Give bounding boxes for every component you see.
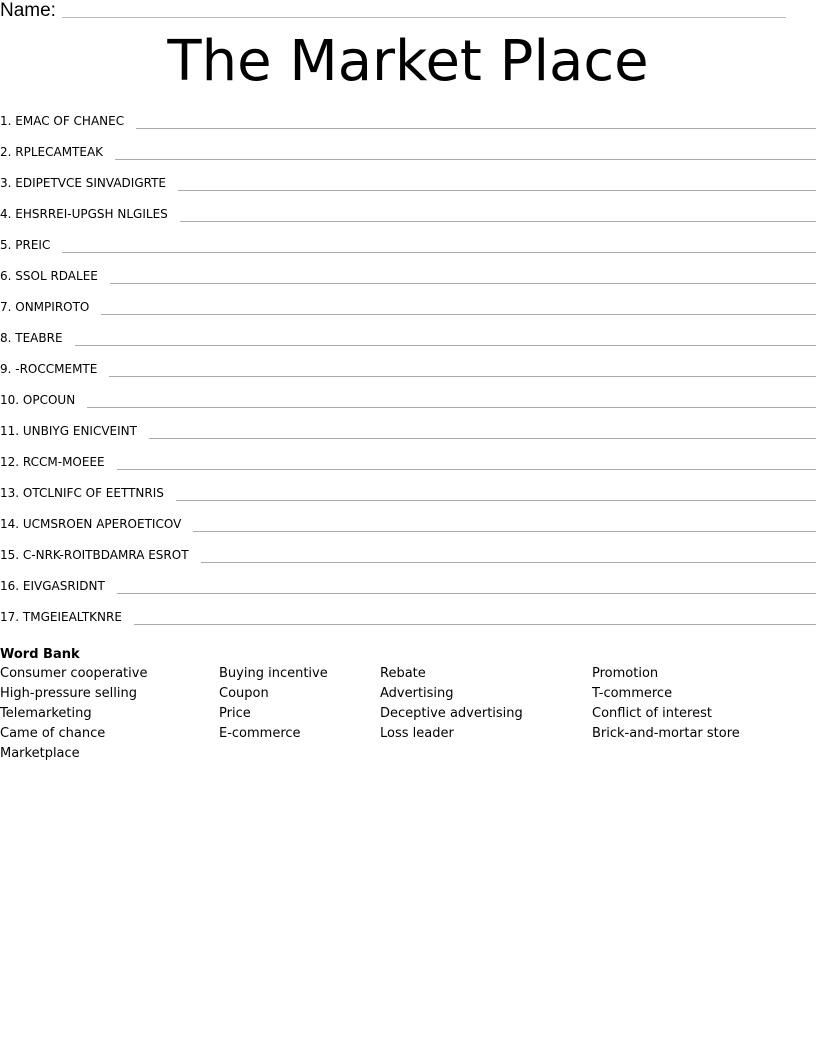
word-bank [0, 646, 816, 764]
scrambled-word: 7. ONMPIROTO [0, 300, 90, 314]
list-item [0, 516, 816, 547]
word-bank-entry: Advertising [380, 686, 454, 701]
word-bank-entry: Price [219, 706, 251, 721]
answer-line[interactable] [87, 407, 816, 408]
word-bank-entry: Promotion [592, 666, 659, 681]
word-bank-entry: Buying incentive [219, 666, 328, 681]
list-item [0, 578, 816, 609]
answer-line[interactable] [110, 283, 816, 284]
list-item [0, 237, 816, 268]
scrambled-word: 2. RPLECAMTEAK [0, 145, 104, 159]
word-bank-entry: Rebate [380, 666, 426, 681]
word-bank-entry: Came of chance [0, 726, 106, 741]
answer-line[interactable] [117, 593, 816, 594]
scrambled-word: 8. TEABRE [0, 331, 63, 345]
word-bank-entry: Telemarketing [0, 706, 92, 721]
scrambled-word: 12. RCCM-MOEEE [0, 455, 105, 469]
answer-line[interactable] [109, 376, 816, 377]
word-bank-title: Word Bank [0, 647, 80, 662]
page-title: The Market Place [167, 29, 649, 94]
answer-line[interactable] [115, 159, 816, 160]
list-item [0, 454, 816, 485]
scrambled-word: 15. C-NRK-ROITBDAMRA ESROT [0, 548, 189, 562]
word-bank-entry: Coupon [219, 686, 269, 701]
answer-line[interactable] [101, 314, 816, 315]
answer-line[interactable] [178, 190, 816, 191]
word-bank-entry: Marketplace [0, 746, 80, 761]
list-item [0, 175, 816, 206]
scrambled-word: 13. OTCLNIFC OF EETTNRIS [0, 486, 164, 500]
list-item [0, 268, 816, 299]
list-item [0, 330, 816, 361]
list-item [0, 392, 816, 423]
scrambled-word: 16. EIVGASRIDNT [0, 579, 105, 593]
answer-line[interactable] [176, 500, 816, 501]
name-label: Name: [0, 0, 56, 21]
word-bank-entry: High-pressure selling [0, 686, 137, 701]
scrambled-word: 3. EDIPETVCE SINVADIGRTE [0, 176, 166, 190]
list-item [0, 547, 816, 578]
answer-line[interactable] [134, 624, 816, 625]
list-item [0, 299, 816, 330]
word-bank-entry: E-commerce [219, 726, 301, 741]
scrambled-word: 11. UNBIYG ENICVEINT [0, 424, 137, 438]
scrambled-word: 9. -ROCCMEMTE [0, 362, 98, 376]
scrambled-word: 4. EHSRREI-UPGSH NLGILES [0, 207, 168, 221]
word-bank-entry: Deceptive advertising [380, 706, 523, 721]
word-bank-entry: Brick-and-mortar store [592, 726, 740, 741]
answer-line[interactable] [180, 221, 816, 222]
answer-line[interactable] [149, 438, 816, 439]
answer-line[interactable] [75, 345, 816, 346]
word-bank-grid [0, 664, 816, 764]
word-bank-entry: T-commerce [592, 686, 673, 701]
list-item [0, 113, 816, 144]
word-bank-entry: Conflict of interest [592, 706, 712, 721]
answer-line[interactable] [193, 531, 816, 532]
scrambled-word: 5. PREIC [0, 238, 51, 252]
list-item [0, 144, 816, 175]
answer-line[interactable] [117, 469, 816, 470]
answer-line[interactable] [62, 252, 816, 253]
word-bank-entry: Loss leader [380, 726, 454, 741]
list-item [0, 361, 816, 392]
scrambled-word: 17. TMGEIEALTKNRE [0, 610, 122, 624]
list-item [0, 609, 816, 640]
scrambled-word: 6. SSOL RDALEE [0, 269, 98, 283]
scramble-list [0, 113, 816, 640]
answer-line[interactable] [136, 128, 816, 129]
scrambled-word: 1. EMAC OF CHANEC [0, 114, 125, 128]
list-item [0, 423, 816, 454]
word-bank-entry: Consumer cooperative [0, 666, 148, 681]
list-item [0, 485, 816, 516]
scrambled-word: 14. UCMSROEN APEROETICOV [0, 517, 182, 531]
list-item [0, 206, 816, 237]
answer-line[interactable] [201, 562, 816, 563]
scrambled-word: 10. OPCOUN [0, 393, 76, 407]
name-write-line[interactable] [62, 17, 786, 18]
name-field-row [0, 0, 786, 20]
